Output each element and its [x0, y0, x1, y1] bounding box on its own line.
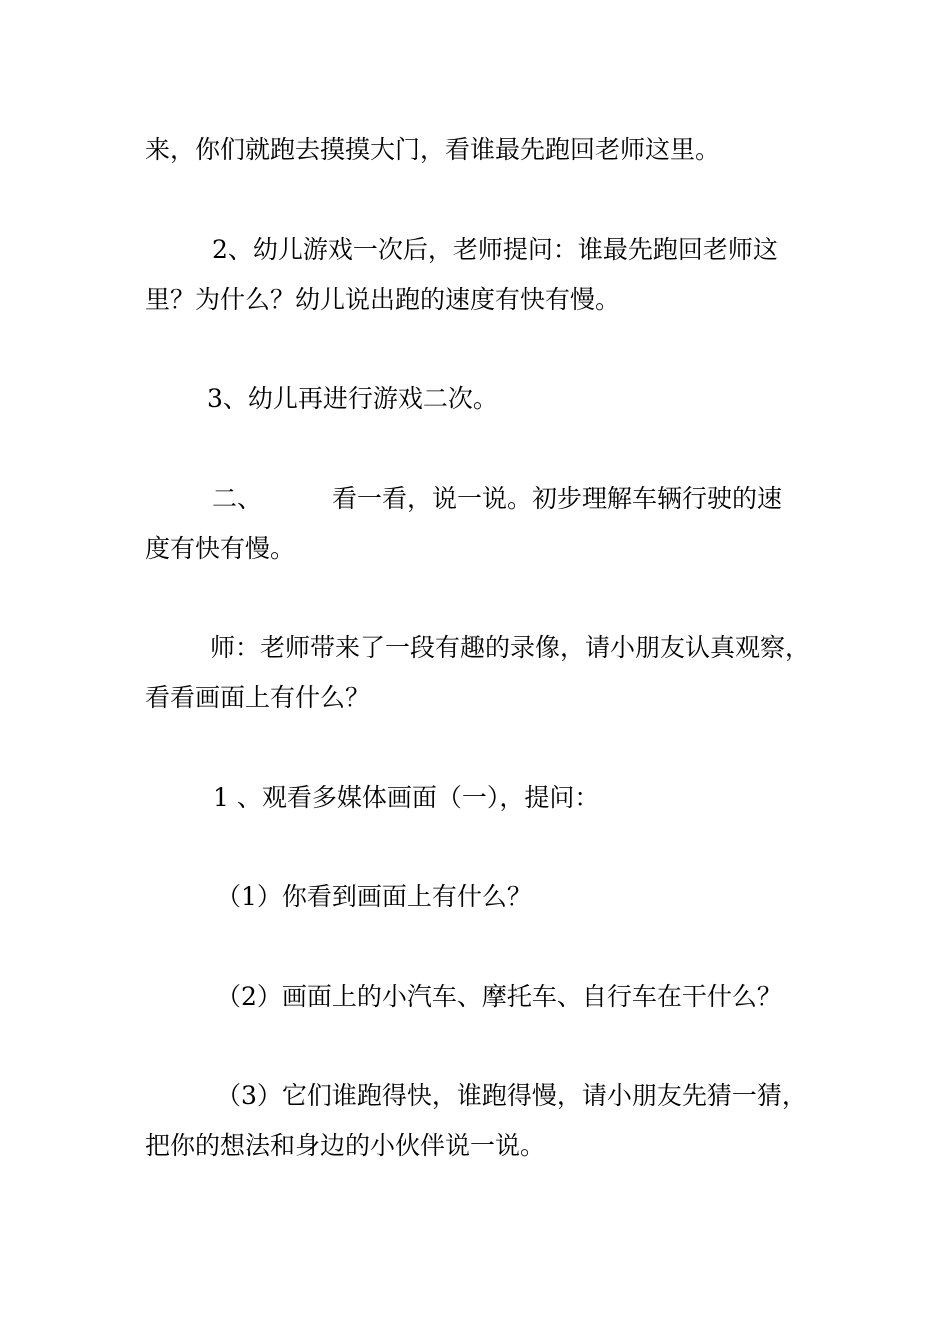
- text-line: 1 、观看多媒体画面（一），提问：: [213, 783, 600, 812]
- section-heading: 看一看，说一说。初步理解车辆行驶的速: [332, 484, 783, 513]
- text-line: 2、幼儿游戏一次后，老师提问：谁最先跑回老师这: [212, 235, 778, 264]
- text-line: 3、幼儿再进行游戏二次。: [207, 384, 498, 413]
- text-line: （2）画面上的小汽车、摩托车、自行车在干什么？: [216, 982, 782, 1011]
- text-line: 把你的想法和身边的小伙伴说一说。: [145, 1131, 546, 1160]
- text-line: （1）你看到画面上有什么？: [216, 882, 532, 911]
- section-number: 二、: [212, 484, 263, 513]
- text-line: 来，你们就跑去摸摸大门，看谁最先跑回老师这里。: [145, 135, 721, 164]
- text-line: （3）它们谁跑得快，谁跑得慢，请小朋友先猜一猜，: [216, 1081, 807, 1110]
- text-line: 里？为什么？幼儿说出跑的速度有快有慢。: [145, 285, 621, 314]
- text-line: 看看画面上有什么？: [145, 683, 371, 712]
- text-line: 度有快有慢。: [145, 534, 296, 563]
- text-line: 师：老师带来了一段有趣的录像，请小朋友认真观察，: [210, 633, 811, 662]
